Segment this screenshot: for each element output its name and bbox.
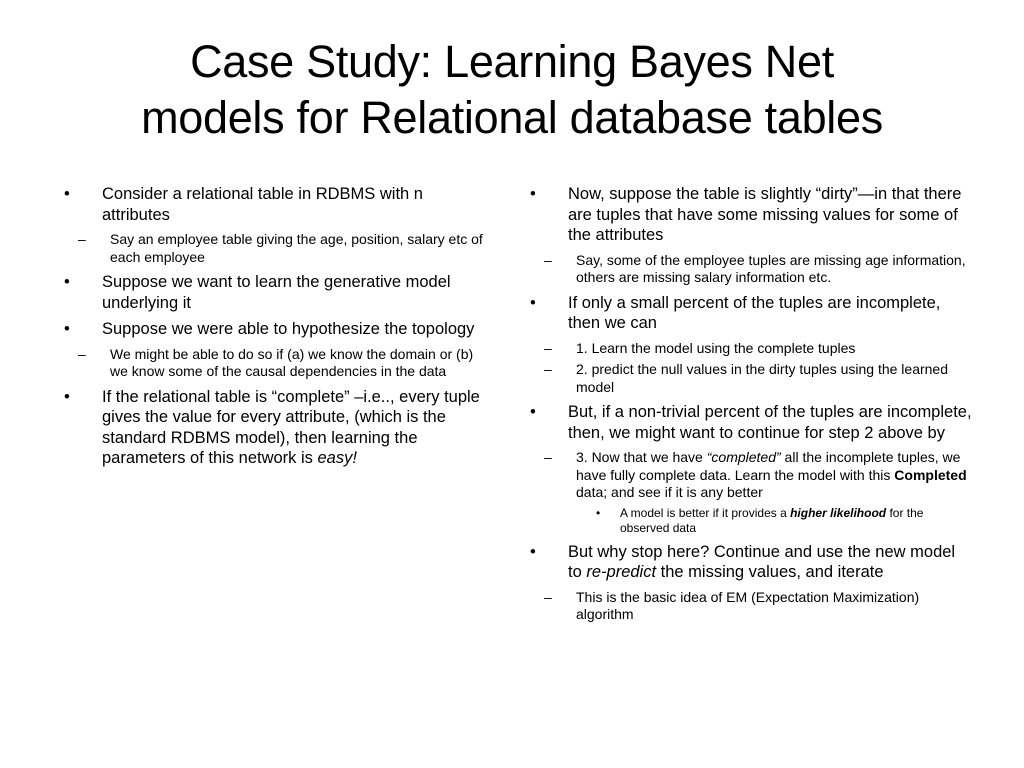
bullet-item (530, 542, 972, 583)
sub-bullet-text: Say an employee table giving the age, position, salary etc of each employee (110, 231, 483, 265)
sub-bullet-item (64, 231, 494, 266)
sub-bullet-text: Say, some of the employee tuples are missing age information, others are missing salary information etc. (576, 251, 966, 285)
bullet-dot-icon: • (530, 542, 536, 561)
sub-bullet-text: 2. predict the null values in the dirty tuples using the learned model (576, 361, 949, 395)
bullet-text: If only a small percent of the tuples are incomplete, then we can (568, 293, 941, 332)
left-bullet-group-4 (64, 387, 494, 469)
bullet-item (64, 387, 494, 469)
bullet-dot-icon: • (530, 185, 536, 203)
bullet-text-part: the missing values, and iterate (656, 563, 884, 581)
bullet-item (64, 319, 494, 340)
bullet-item (64, 184, 494, 225)
sub-bullet-text-part: 3. Now that we have (576, 449, 707, 465)
bold-italic-text: higher likelihood (790, 505, 887, 520)
sub-bullet-item (64, 346, 494, 381)
sub-sub-bullet-item (530, 506, 972, 536)
sub-bullet-text: We might be able to do so if (a) we know the domain or (b) we know some of the causal dependencies in the data (110, 345, 474, 379)
sub-bullet-text: 1. Learn the model using the complete tuples (576, 339, 856, 356)
bullet-item (530, 184, 972, 246)
emphasis-text: re-predict (586, 563, 657, 581)
sub-bullet-text: This is the basic idea of EM (Expectation Maximization) algorithm (576, 588, 920, 622)
right-bullet-group-4 (530, 542, 972, 624)
bullet-dot-icon: • (530, 403, 536, 421)
bullet-text-part: But why stop here? Continue and use the new model to (568, 542, 956, 581)
bullet-dot-icon: • (64, 273, 70, 291)
emphasis-text: easy! (317, 449, 357, 467)
slide-title-line-1: Case Study: Learning Bayes Net (190, 36, 834, 87)
sub-sub-bullet-text-part: for the observed data (620, 505, 924, 535)
bullet-text: Suppose we were able to hypothesize the topology (102, 320, 475, 338)
slide-title (40, 34, 984, 146)
bullet-text: Now, suppose the table is slightly “dirty”—in that there are tuples that have some missing values for some of the attributes (568, 185, 962, 244)
dash-icon: – (78, 231, 86, 247)
sub-bullet-item (530, 252, 972, 287)
bullet-dot-icon: • (64, 320, 70, 338)
sub-bullet-text (576, 449, 967, 500)
sub-bullet-item (530, 340, 972, 358)
sub-bullet-text-part: all the incomplete tuples, we have fully complete data. Learn the model with this (576, 449, 961, 483)
sub-bullet-item (530, 361, 972, 396)
sub-sub-bullet-text-part: A model is better if it provides a (620, 505, 791, 520)
bullet-dot-icon: • (530, 293, 536, 312)
dash-icon: – (544, 339, 552, 356)
right-column (530, 184, 972, 630)
bullet-text: But, if a non-trivial percent of the tuples are incomplete, then, we might want to continue for step 2 above by (568, 403, 972, 442)
sub-bullet-item (530, 589, 972, 624)
bullet-item (530, 293, 972, 334)
right-bullet-group-3 (530, 402, 972, 536)
emphasis-text: “completed” (706, 449, 781, 465)
bold-text: Completed (894, 466, 967, 483)
bullet-dot-icon: • (596, 505, 601, 520)
bullet-dot-icon: • (64, 185, 70, 203)
dash-icon: – (544, 449, 552, 465)
bullet-text: Suppose we want to learn the generative model underlying it (102, 273, 451, 312)
bullet-item (64, 272, 494, 313)
left-bullet-group-1 (64, 184, 494, 266)
bullet-text: Consider a relational table in RDBMS with n attributes (102, 185, 423, 224)
sub-bullet-item (530, 449, 972, 502)
right-bullet-group-1 (530, 184, 972, 287)
dash-icon: – (544, 251, 552, 268)
bullet-text-part: If the relational table is “complete” –i.e.., every tuple gives the value for every attribute, (which is the standard RDBMS model), then learning the parameters of this network is (102, 387, 480, 467)
bullet-text (102, 388, 480, 468)
dash-icon: – (544, 588, 552, 605)
dash-icon: – (544, 361, 552, 377)
sub-bullet-text-part: data; and see if it is any better (576, 484, 763, 500)
left-bullet-group-3 (64, 319, 494, 381)
left-bullet-group-2 (64, 272, 494, 313)
sub-sub-bullet-text (620, 506, 923, 535)
bullet-item (530, 402, 972, 443)
bullet-text (568, 543, 955, 582)
dash-icon: – (78, 345, 86, 362)
right-bullet-group-2 (530, 293, 972, 397)
bullet-dot-icon: • (64, 387, 70, 406)
slide-title-line-2: models for Relational database tables (141, 92, 883, 143)
left-column (64, 184, 494, 475)
